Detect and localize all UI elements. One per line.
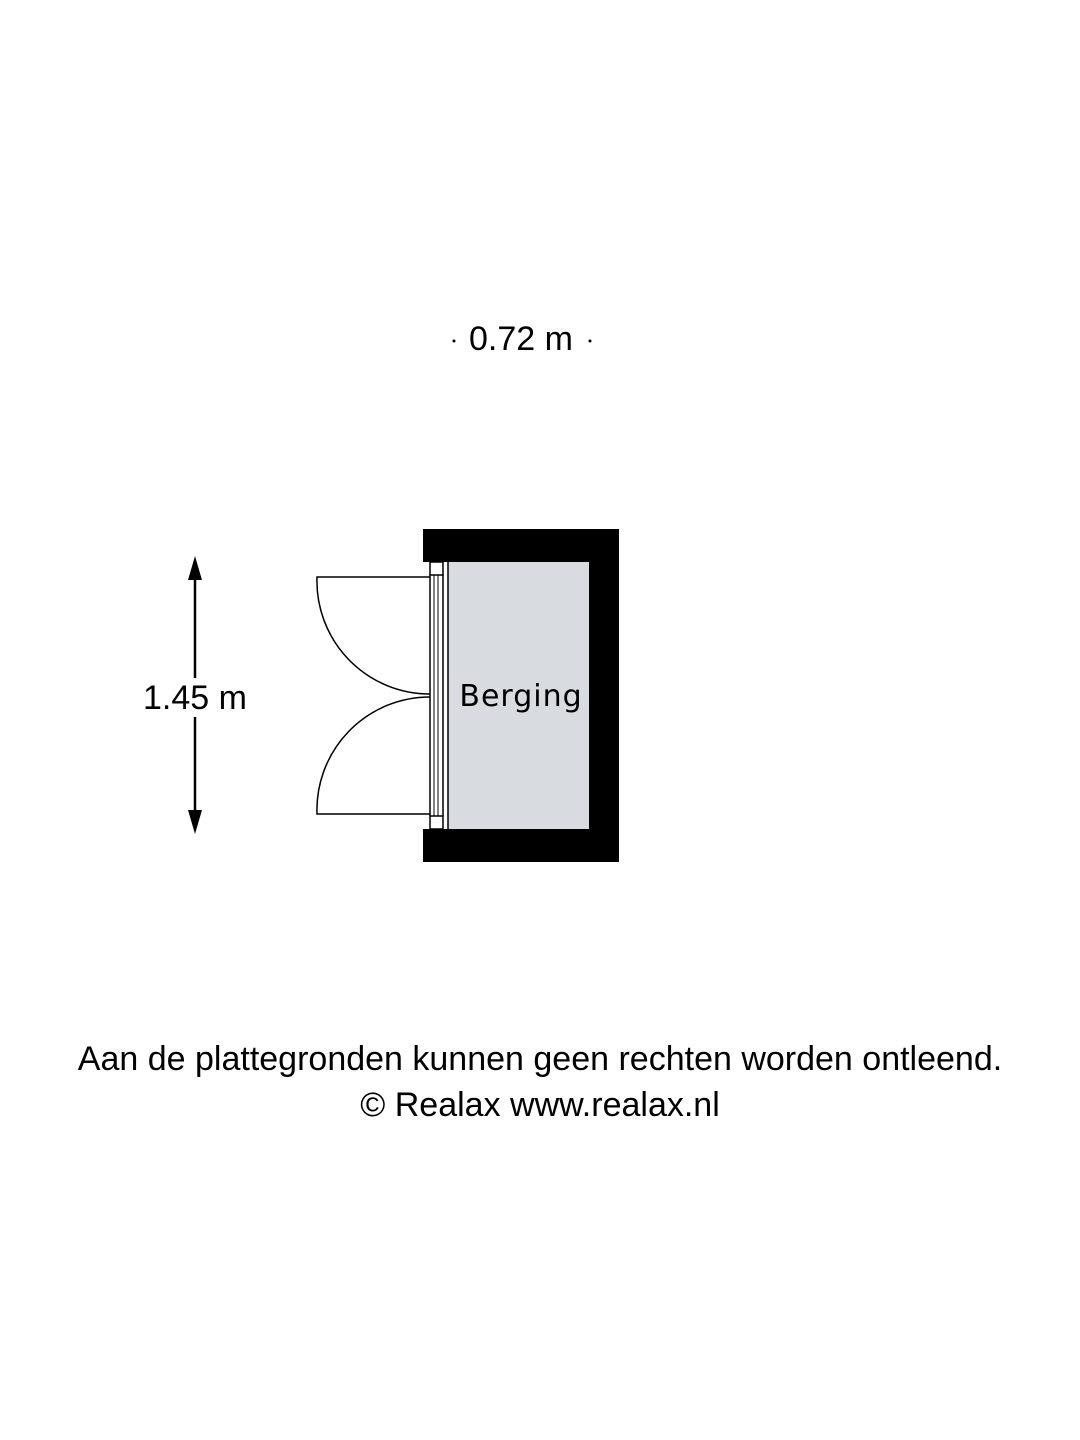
height-dimension-arrow-up <box>188 556 202 580</box>
wall-right <box>589 529 619 862</box>
width-dimension-tick-left <box>453 340 456 343</box>
width-dimension-tick-right <box>589 340 592 343</box>
door-leaf-bottom <box>317 697 430 814</box>
width-dimension-label: 0.72 m <box>469 320 573 358</box>
height-dimension <box>143 556 247 834</box>
width-dimension <box>453 320 592 358</box>
door-frame <box>430 562 448 829</box>
height-dimension-arrow-down <box>188 810 202 834</box>
room-berging <box>423 529 619 862</box>
height-dimension-label: 1.45 m <box>143 679 247 717</box>
door-leaf-top <box>317 577 430 694</box>
room-label: Berging <box>459 679 583 714</box>
disclaimer-text: Aan de plattegronden kunnen geen rechten worden ontleend. <box>77 1040 1003 1078</box>
copyright-text: © Realax www.realax.nl <box>360 1086 720 1124</box>
double-door-swing <box>317 577 430 814</box>
